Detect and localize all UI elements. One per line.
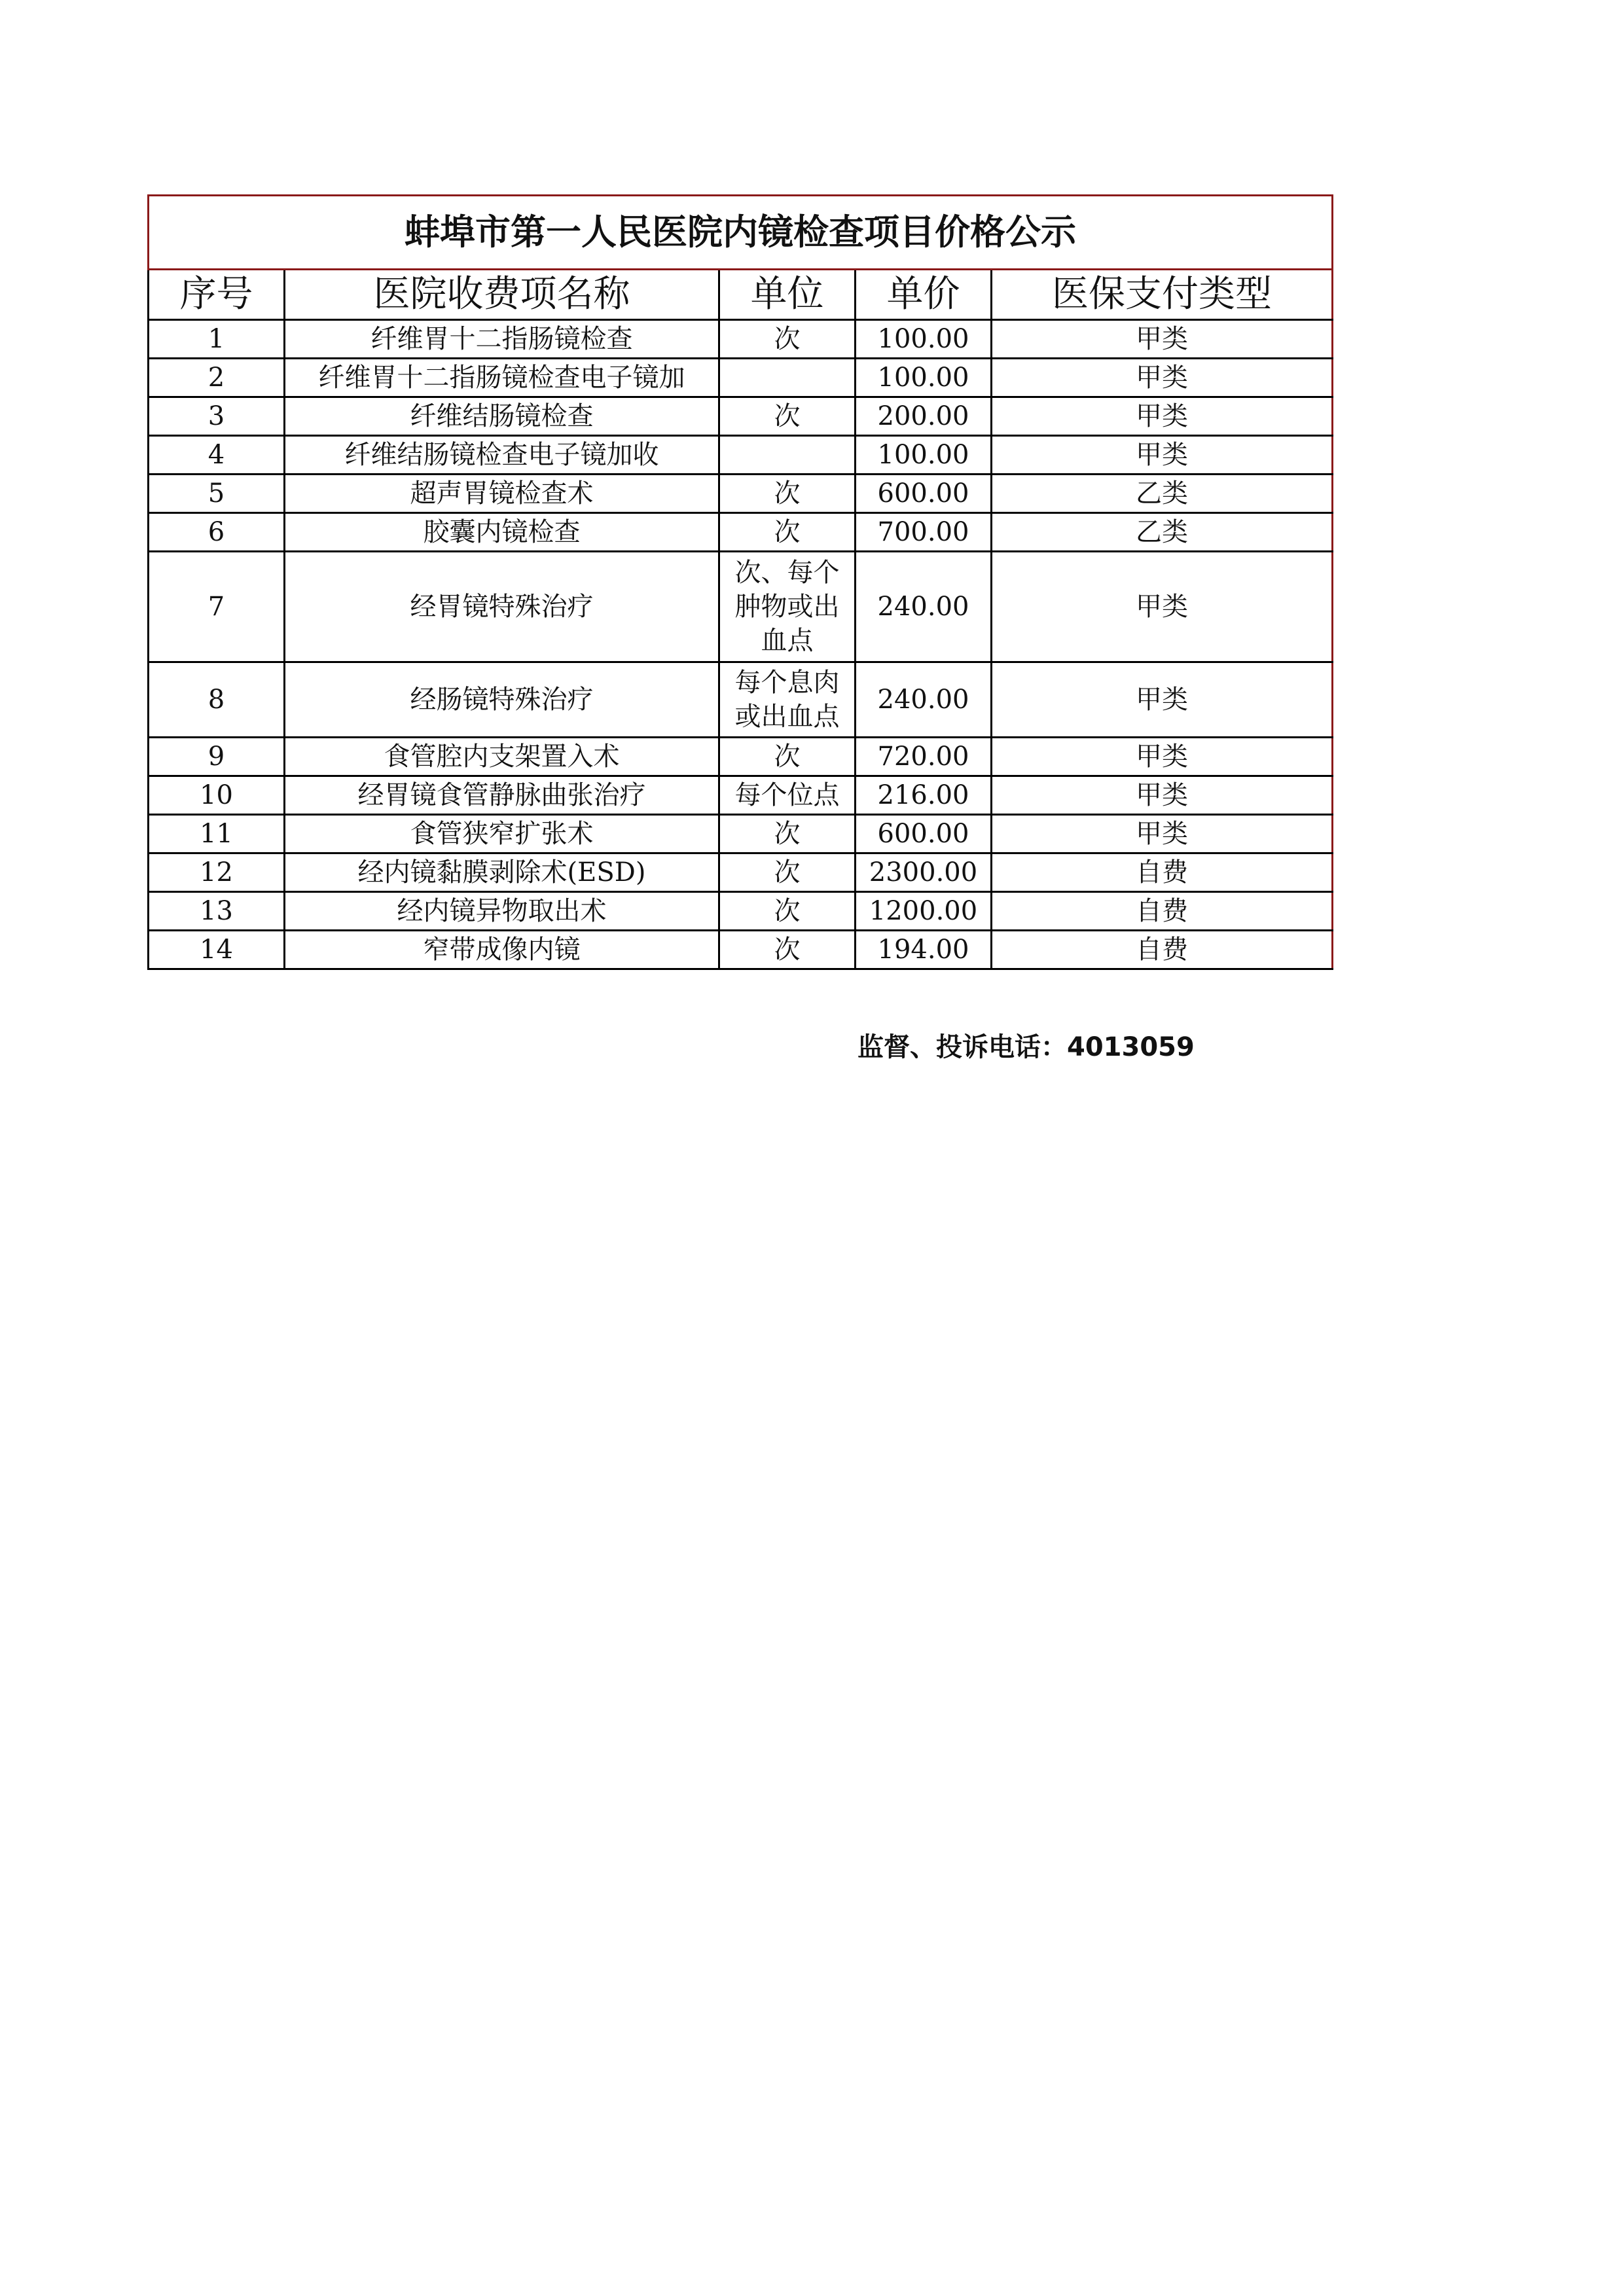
cell-index: 6 [149,513,285,552]
cell-index: 11 [149,815,285,853]
table-row [149,853,1333,892]
cell-index: 9 [149,738,285,776]
complaint-contact: 监督、投诉电话：4013059 [857,1032,1195,1062]
cell-unit-line: 每个息肉 [734,668,840,698]
cell-insurance: 甲类 [992,320,1333,359]
cell-index: 14 [149,931,285,969]
cell-unit [719,436,856,475]
cell-name: 纤维结肠镜检查 [285,397,719,436]
cell-price: 240.00 [856,552,992,662]
table-row [149,931,1333,969]
cell-name: 食管腔内支架置入术 [285,738,719,776]
cell-unit: 次 [719,738,856,776]
cell-name: 经胃镜食管静脉曲张治疗 [285,776,719,815]
header-price: 单价 [856,270,992,320]
table-row [149,552,1333,662]
cell-insurance: 乙类 [992,475,1333,513]
cell-index: 1 [149,320,285,359]
cell-insurance: 甲类 [992,776,1333,815]
header-index: 序号 [149,270,285,320]
table-row [149,436,1333,475]
cell-name: 经胃镜特殊治疗 [285,552,719,662]
cell-unit: 每个位点 [719,776,856,815]
cell-name: 胶囊内镜检查 [285,513,719,552]
cell-name: 经肠镜特殊治疗 [285,662,719,738]
cell-price: 600.00 [856,815,992,853]
cell-price: 2300.00 [856,853,992,892]
cell-price: 216.00 [856,776,992,815]
cell-unit: 次 [719,931,856,969]
cell-price: 600.00 [856,475,992,513]
cell-index: 7 [149,552,285,662]
cell-insurance: 甲类 [992,436,1333,475]
header-insurance: 医保支付类型 [992,270,1333,320]
cell-insurance: 自费 [992,892,1333,931]
table-row [149,359,1333,397]
cell-insurance: 甲类 [992,738,1333,776]
cell-unit: 次 [719,475,856,513]
cell-unit [719,662,856,738]
cell-price: 100.00 [856,436,992,475]
cell-price: 100.00 [856,359,992,397]
cell-name: 窄带成像内镜 [285,931,719,969]
table-row [149,662,1333,738]
cell-price: 700.00 [856,513,992,552]
cell-name: 超声胃镜检查术 [285,475,719,513]
cell-index: 3 [149,397,285,436]
cell-insurance: 自费 [992,853,1333,892]
table-row [149,320,1333,359]
cell-unit [719,359,856,397]
cell-index: 13 [149,892,285,931]
cell-price: 240.00 [856,662,992,738]
cell-insurance: 甲类 [992,815,1333,853]
cell-unit: 次 [719,815,856,853]
table-row [149,738,1333,776]
cell-insurance: 乙类 [992,513,1333,552]
cell-index: 8 [149,662,285,738]
header-unit: 单位 [719,270,856,320]
table-row [149,776,1333,815]
cell-price: 720.00 [856,738,992,776]
cell-insurance: 甲类 [992,552,1333,662]
cell-unit-line: 血点 [761,626,814,656]
cell-unit: 次 [719,397,856,436]
cell-index: 12 [149,853,285,892]
cell-name: 食管狭窄扩张术 [285,815,719,853]
header-name: 医院收费项名称 [285,270,719,320]
cell-unit [719,552,856,662]
cell-insurance: 甲类 [992,359,1333,397]
cell-price: 100.00 [856,320,992,359]
cell-unit: 次 [719,513,856,552]
cell-price: 200.00 [856,397,992,436]
table-row [149,892,1333,931]
cell-name: 纤维结肠镜检查电子镜加收 [285,436,719,475]
cell-unit-line: 肿物或出 [734,592,840,622]
cell-insurance: 甲类 [992,662,1333,738]
table-title: 蚌埠市第一人民医院内镜检查项目价格公示 [149,196,1333,270]
table-row [149,513,1333,552]
cell-index: 10 [149,776,285,815]
cell-index: 4 [149,436,285,475]
cell-unit: 次 [719,892,856,931]
table-row [149,815,1333,853]
header-row [149,270,1333,320]
cell-unit: 次 [719,853,856,892]
cell-index: 5 [149,475,285,513]
cell-name: 纤维胃十二指肠镜检查电子镜加 [285,359,719,397]
cell-insurance: 甲类 [992,397,1333,436]
cell-index: 2 [149,359,285,397]
table-row [149,475,1333,513]
cell-price: 194.00 [856,931,992,969]
table-row [149,397,1333,436]
cell-unit-line: 次、每个 [734,558,840,588]
price-table [147,194,1333,970]
cell-insurance: 自费 [992,931,1333,969]
cell-price: 1200.00 [856,892,992,931]
cell-name: 经内镜黏膜剥除术(ESD) [285,853,719,892]
cell-name: 纤维胃十二指肠镜检查 [285,320,719,359]
cell-unit: 次 [719,320,856,359]
cell-unit-line: 或出血点 [734,702,840,732]
cell-name: 经内镜异物取出术 [285,892,719,931]
